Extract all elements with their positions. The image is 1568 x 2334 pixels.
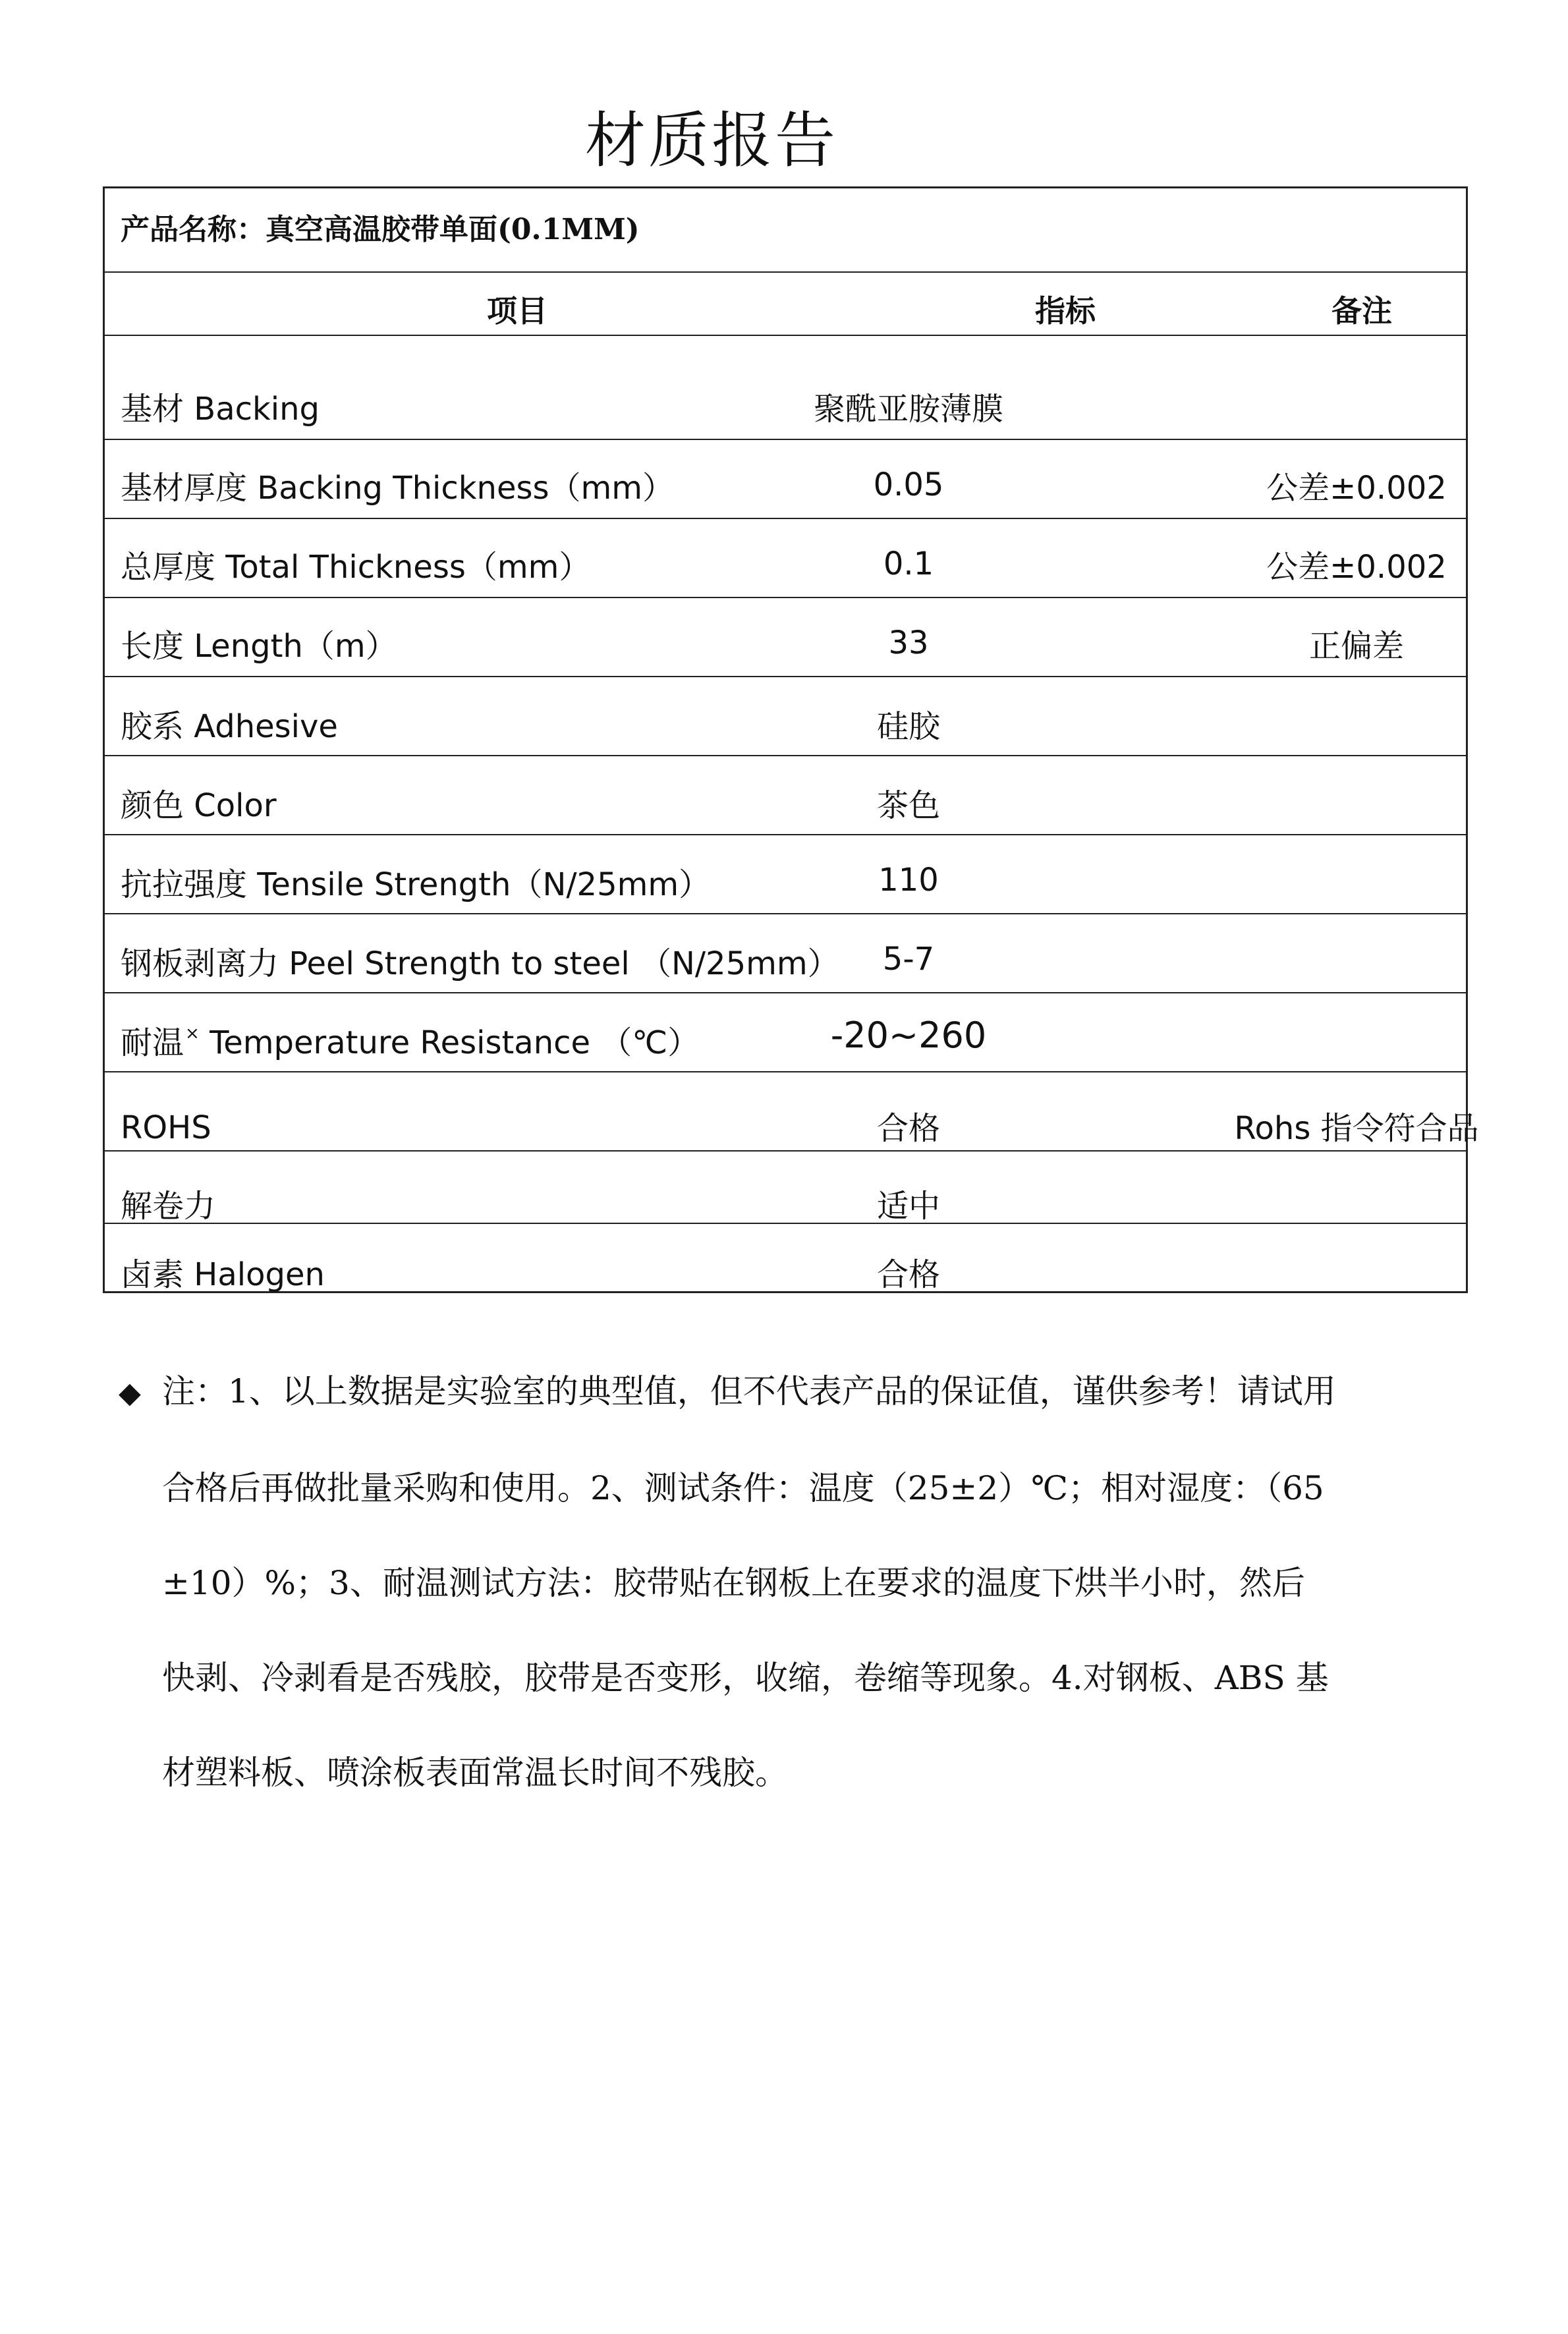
row-spec: 合格: [876, 1256, 940, 1293]
row-spec: 0.05: [873, 466, 944, 503]
table-row: [105, 598, 1466, 677]
note-line: [119, 1344, 1476, 1441]
table-header-row: [105, 273, 1466, 336]
page-title: 材质报告: [584, 105, 838, 176]
row-item-rest: Temperature Resistance （℃）: [199, 1024, 700, 1061]
table-row: [105, 1072, 1479, 1152]
row-item: 长度 Length（m）: [121, 628, 397, 665]
row-spec: 适中: [876, 1188, 940, 1225]
note-line: 合格后再做批量采购和使用。2、测试条件：温度（25±2）℃；相对湿度：（65: [162, 1469, 1324, 1507]
diamond-bullet-icon: ◆: [119, 1376, 141, 1410]
row-spec: 110: [878, 862, 939, 899]
note-line: 材塑料板、喷涂板表面常温长时间不残胶。: [162, 1754, 788, 1792]
row-item: ROHS: [121, 1109, 211, 1146]
table-row: [105, 756, 1466, 835]
header-spec: 指标: [1035, 293, 1096, 329]
table-row: [105, 914, 1466, 993]
table-row: [105, 1224, 1466, 1291]
row-item: 解卷力: [121, 1188, 216, 1225]
row-item: 基材 Backing: [121, 391, 320, 428]
row-item: 胶系 Adhesive: [121, 708, 338, 745]
row-spec: 聚酰亚胺薄膜: [813, 391, 1003, 428]
row-item-temperature: [121, 1017, 699, 1063]
table-row: [105, 993, 1466, 1072]
header-remark: 备注: [1331, 293, 1392, 329]
row-spec: 合格: [876, 1110, 940, 1147]
row-item: 耐温: [121, 1024, 184, 1061]
row-spec: 茶色: [876, 787, 940, 824]
row-spec: 硅胶: [876, 708, 940, 745]
row-item: 颜色 Color: [121, 787, 277, 824]
superscript-mark: ×: [185, 1024, 200, 1043]
table-row: [105, 835, 1466, 914]
material-report-table: [103, 186, 1479, 1293]
row-item: 钢板剥离力 Peel Strength to steel （N/25mm）: [121, 945, 839, 982]
product-name-row: [105, 188, 1466, 273]
header-item: 项目: [487, 293, 547, 329]
table-row: [105, 677, 1466, 756]
row-remark: 公差±0.002: [1266, 470, 1447, 507]
row-item: 总厚度 Total Thickness（mm）: [121, 549, 591, 586]
table-row: [105, 440, 1466, 519]
product-name: 产品名称：真空高温胶带单面(0.1MM): [121, 213, 640, 246]
table-row: [105, 519, 1466, 598]
row-remark: 公差±0.002: [1266, 549, 1447, 586]
note-line: 快剥、冷剥看是否残胶，胶带是否变形，收缩，卷缩等现象。4.对钢板、ABS 基: [162, 1659, 1329, 1697]
note-text: 注：1、以上数据是实验室的典型值，但不代表产品的保证值，谨供参考！请试用: [162, 1372, 1336, 1410]
row-spec: 0.1: [883, 545, 934, 582]
row-item: 抗拉强度 Tensile Strength（N/25mm）: [121, 866, 711, 903]
table-row: [105, 1152, 1466, 1224]
note-line: ±10）%；3、耐温测试方法：胶带贴在钢板上在要求的温度下烘半小时，然后: [162, 1564, 1305, 1602]
table-row: [105, 336, 1466, 440]
row-remark: 正偏差: [1308, 628, 1404, 665]
row-item: 基材厚度 Backing Thickness（mm）: [121, 470, 675, 507]
notes-section: [119, 1344, 1476, 1820]
row-remark: Rohs 指令符合品: [1234, 1110, 1479, 1147]
row-spec: 33: [888, 625, 929, 661]
row-item: 卤素 Halogen: [121, 1256, 325, 1293]
row-spec: -20~260: [830, 1014, 987, 1056]
row-spec: 5-7: [882, 941, 935, 978]
